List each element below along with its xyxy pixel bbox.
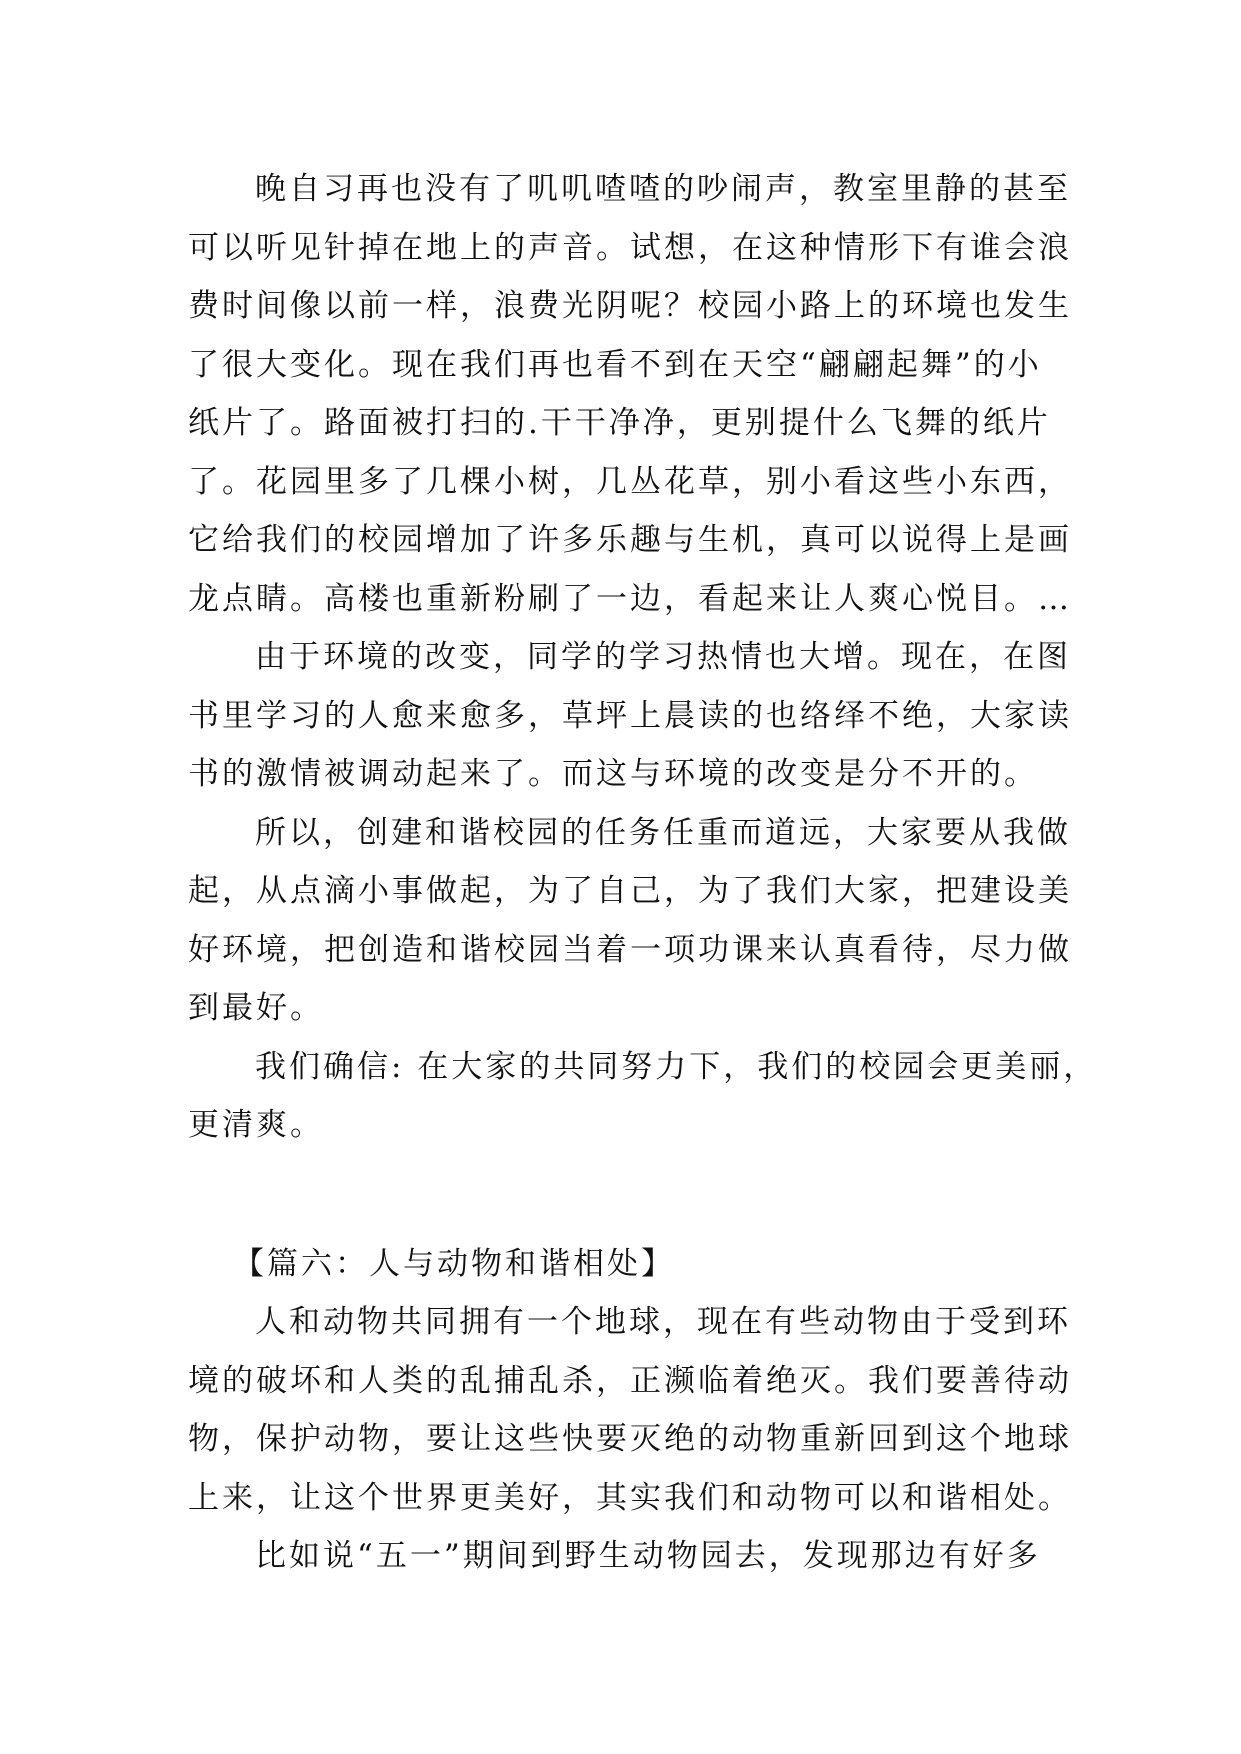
text-line: 了。花园里多了几棵小树，几丛花草，别小看这些小东西，	[188, 463, 1072, 500]
text-line: 龙点睛。高楼也重新粉刷了一边，看起来让人爽心悦目。…	[188, 580, 1072, 617]
text-line: 晚自习再也没有了叽叽喳喳的吵闹声，教室里静的甚至	[255, 171, 1071, 207]
text-line: 我们确信: 在大家的共同努力下，我们的校园会更美丽，	[255, 1048, 1098, 1085]
text-line: 上来，让这个世界更美好，其实我们和动物可以和谐相处。	[188, 1479, 1072, 1516]
text-line: 可以听见针掉在地上的声音。试想，在这种情形下有谁会浪	[188, 229, 1072, 266]
text-line: 费时间像以前一样，浪费光阴呢？校园小路上的环境也发生	[188, 288, 1072, 324]
text-line: 书的激情被调动起来了。而这与环境的改变是分不开的。	[188, 756, 1038, 792]
text-line: 物，保护动物，要让这些快要灭绝的动物重新回到这个地球	[188, 1421, 1072, 1457]
text-line: 书里学习的人愈来愈多，草坪上晨读的也络绎不绝，大家读	[188, 697, 1072, 734]
text-line: 到最好。	[188, 990, 324, 1026]
text-line: 纸片了。路面被打扫的.干干净净，更别提什么飞舞的纸片	[188, 405, 1051, 441]
text-line: 它给我们的校园增加了许多乐趣与生机，真可以说得上是画	[188, 522, 1072, 558]
section-gap	[188, 1155, 1058, 1235]
text-line: 起，从点滴小事做起，为了自己，为了我们大家，把建设美	[188, 873, 1072, 909]
text-line: 好环境，把创造和谐校园当着一项功课来认真看待，尽力做	[188, 931, 1072, 968]
text-line: 由于环境的改变，同学的学习热情也大增。现在，在图	[255, 639, 1071, 675]
section-heading: 【篇六：人与动物和谐相处】	[233, 1245, 675, 1282]
text-line: 了很大变化。现在我们再也看不到在天空“翩翩起舞”的小	[188, 346, 1042, 383]
text-line: 比如说“五一”期间到野生动物园去，发现那边有好多	[255, 1538, 1041, 1574]
text-line: 所以，创建和谐校园的任务任重而道远，大家要从我做	[255, 814, 1071, 851]
text-line: 境的破坏和人类的乱捕乱杀，正濒临着绝灭。我们要善待动	[188, 1362, 1072, 1399]
text-line: 更清爽。	[188, 1107, 324, 1143]
text-line: 人和动物共同拥有一个地球，现在有些动物由于受到环	[255, 1304, 1071, 1340]
body-text	[188, 160, 1098, 1586]
